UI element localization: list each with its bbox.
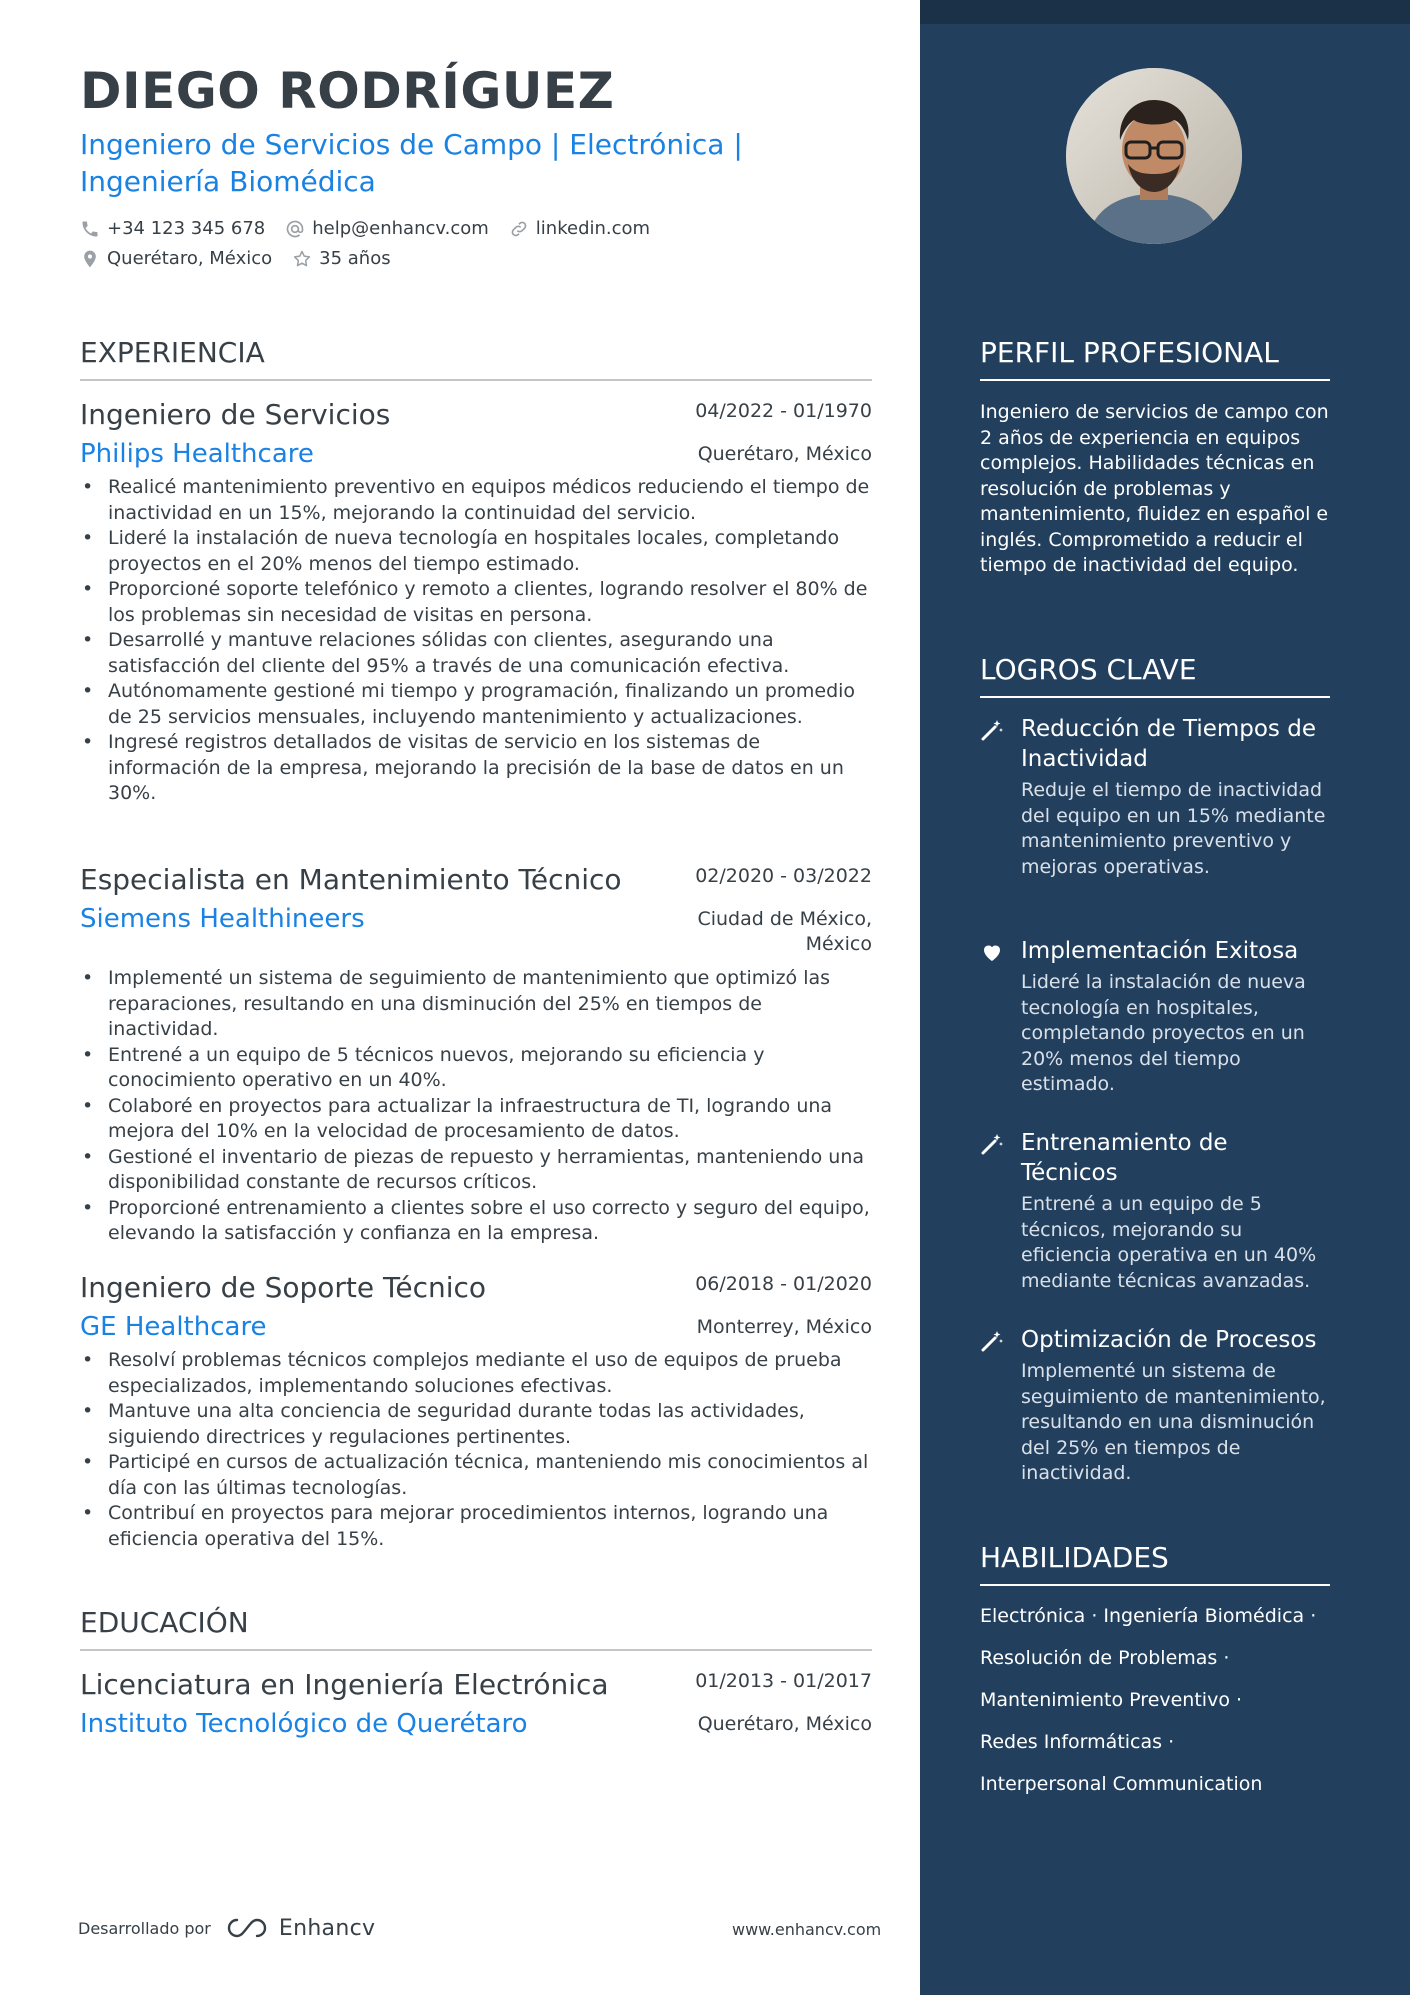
- star-icon: [292, 249, 312, 269]
- linkedin-text: linkedin.com: [535, 218, 651, 239]
- job-bullet: • Gestioné el inventario de piezas de repuesto y herramientas, manteniendo una disponibilidad constante de recursos críticos.: [80, 1145, 872, 1196]
- location-text: Querétaro, México: [107, 248, 273, 269]
- at-icon: [285, 219, 305, 239]
- contact-row-2: [80, 248, 411, 269]
- education-degree: Licenciatura en Ingeniería Electrónica: [80, 1668, 609, 1701]
- skill-line: Mantenimiento Preventivo ·: [980, 1689, 1243, 1711]
- skill-line: Redes Informáticas ·: [980, 1731, 1175, 1753]
- achievements-section-title: LOGROS CLAVE: [980, 653, 1330, 698]
- job-location: Querétaro, México: [697, 443, 872, 465]
- magic-wand-icon: [980, 718, 1004, 742]
- job-dates: 02/2020 - 03/2022: [695, 865, 872, 887]
- job-bullets: [80, 475, 872, 807]
- job-bullet: • Participé en cursos de actualización técnica, manteniendo mis conocimientos al día con las últimas tecnologías.: [80, 1450, 872, 1501]
- achievement-item: [980, 1325, 1330, 1487]
- achievement-desc: Reduje el tiempo de inactividad del equipo en un 15% mediante mantenimiento preventivo y mejoras operativas.: [1021, 779, 1326, 878]
- enhancv-logo-icon: [223, 1915, 271, 1941]
- brand-name: Enhancv: [278, 1915, 376, 1941]
- location-pin-icon: [80, 249, 100, 269]
- achievement-item: [980, 936, 1330, 1098]
- job-bullet: • Colaboré en proyectos para actualizar la infraestructura de TI, logrando una mejora del 10% en la velocidad de procesamiento de datos.: [80, 1094, 872, 1145]
- avatar: [1066, 68, 1242, 244]
- email-text: help@enhancv.com: [312, 218, 489, 239]
- job-bullet: • Desarrollé y mantuve relaciones sólidas con clientes, asegurando una satisfacción del cliente del 95% a través de una comunicación efectiva.: [80, 628, 872, 679]
- achievement-desc: Lideré la instalación de nueva tecnología en hospitales, completando proyectos en un 20% menos del tiempo estimado.: [1021, 971, 1306, 1095]
- developed-by-text: Desarrollado por: [78, 1918, 211, 1938]
- achievement-title: Optimización de Procesos: [1021, 1327, 1317, 1353]
- footer-url[interactable]: www.enhancv.com: [732, 1920, 882, 1939]
- job-location: Monterrey, México: [696, 1316, 872, 1338]
- sidebar-top-bar: [920, 0, 1410, 24]
- headline: Ingeniero de Servicios de Campo | Electrónica | Ingeniería Biomédica: [80, 128, 743, 198]
- job-bullet: • Proporcioné soporte telefónico y remoto a clientes, logrando resolver el 80% de los problemas sin necesidad de visitas en persona.: [80, 577, 872, 628]
- job-role: Ingeniero de Soporte Técnico: [80, 1271, 487, 1304]
- phone-icon: [80, 219, 100, 239]
- education-location: Querétaro, México: [697, 1713, 872, 1735]
- footer-branding[interactable]: [78, 1915, 375, 1941]
- job-bullets: [80, 966, 872, 1247]
- job-bullet: • Lideré la instalación de nueva tecnología en hospitales locales, completando proyectos en el 20% menos del tiempo estimado.: [80, 526, 872, 577]
- achievement-title: Implementación Exitosa: [1021, 938, 1299, 964]
- education-section-title: EDUCACIÓN: [80, 1606, 872, 1651]
- job-company[interactable]: Siemens Healthineers: [80, 904, 365, 934]
- job-entry: [80, 1271, 872, 1552]
- contact-email[interactable]: [285, 218, 489, 239]
- experience-section-title: EXPERIENCIA: [80, 336, 872, 381]
- contact-row-1: [80, 218, 670, 239]
- education-entry: [80, 1668, 872, 1739]
- skills-list: [980, 1595, 1330, 1805]
- magic-wand-icon: [980, 1132, 1004, 1156]
- skill-line: Electrónica · Ingeniería Biomédica ·: [980, 1605, 1317, 1627]
- skill-line: Resolución de Problemas ·: [980, 1647, 1230, 1669]
- job-role: Especialista en Mantenimiento Técnico: [80, 863, 622, 896]
- job-bullet: • Resolví problemas técnicos complejos mediante el uso de equipos de prueba especializados, implementando soluciones efectivas.: [80, 1348, 872, 1399]
- profile-section-title: PERFIL PROFESIONAL: [980, 336, 1330, 381]
- job-role: Ingeniero de Servicios: [80, 398, 391, 431]
- job-company[interactable]: GE Healthcare: [80, 1312, 267, 1342]
- job-entry: [80, 398, 872, 807]
- sidebar: [920, 0, 1410, 1995]
- job-bullet: • Contribuí en proyectos para mejorar procedimientos internos, logrando una eficiencia operativa del 15%.: [80, 1501, 872, 1552]
- job-dates: 04/2022 - 01/1970: [695, 400, 872, 422]
- achievement-title: Reducción de Tiempos de Inactividad: [1021, 716, 1316, 772]
- job-bullet: • Implementé un sistema de seguimiento de mantenimiento que optimizó las reparaciones, resultando en una disminución del 25% en tiempos de inactividad.: [80, 966, 872, 1043]
- job-bullet: • Mantuve una alta conciencia de seguridad durante todas las actividades, siguiendo directrices y regulaciones pertinentes.: [80, 1399, 872, 1450]
- achievement-desc: Implementé un sistema de seguimiento de mantenimiento, resultando en una disminución del 25% en tiempos de inactividad.: [1021, 1360, 1326, 1484]
- profile-summary: Ingeniero de servicios de campo con 2 años de experiencia en equipos complejos. Habilidades técnicas en resolución de problemas y mantenimiento, fluidez en español e inglés. Comprometido a reducir el tiempo de inactividad del equipo.: [980, 401, 1329, 576]
- contact-age: [292, 248, 390, 269]
- achievement-title: Entrenamiento de Técnicos: [1021, 1130, 1228, 1186]
- job-entry: [80, 863, 872, 1247]
- achievement-item: [980, 1128, 1330, 1294]
- profile-photo-icon: [1066, 68, 1242, 244]
- contact-linkedin[interactable]: [509, 218, 650, 239]
- education-school[interactable]: Instituto Tecnológico de Querétaro: [80, 1709, 528, 1739]
- job-bullet: • Proporcioné entrenamiento a clientes sobre el uso correcto y seguro del equipo, elevando la satisfacción y confianza en la empresa.: [80, 1196, 872, 1247]
- contact-phone[interactable]: [80, 218, 265, 239]
- age-text: 35 años: [319, 248, 391, 269]
- job-bullet: • Realicé mantenimiento preventivo en equipos médicos reduciendo el tiempo de inactividad en un 15%, mejorando la continuidad del servicio.: [80, 475, 872, 526]
- skills-section-title: HABILIDADES: [980, 1541, 1330, 1586]
- achievement-item: [980, 714, 1330, 880]
- job-dates: 06/2018 - 01/2020: [695, 1273, 872, 1295]
- job-location: Ciudad de México, México: [697, 908, 872, 955]
- phone-text: +34 123 345 678: [107, 218, 266, 239]
- skill-line: Interpersonal Communication: [980, 1773, 1263, 1795]
- heart-icon: [980, 940, 1004, 964]
- job-bullets: [80, 1348, 872, 1552]
- job-bullet: • Ingresé registros detallados de visitas de servicio en los sistemas de información de la empresa, mejorando la precisión de la base de datos en un 30%.: [80, 730, 872, 807]
- link-icon: [509, 219, 529, 239]
- job-bullet: • Autónomamente gestioné mi tiempo y programación, finalizando un promedio de 25 servicios mensuales, incluyendo mantenimiento y actualizaciones.: [80, 679, 872, 730]
- education-dates: 01/2013 - 01/2017: [695, 1670, 872, 1692]
- achievement-desc: Entrené a un equipo de 5 técnicos, mejorando su eficiencia operativa en un 40% mediante técnicas avanzadas.: [1021, 1193, 1317, 1292]
- job-bullet: • Entrené a un equipo de 5 técnicos nuevos, mejorando su eficiencia y conocimiento operativo en un 40%.: [80, 1043, 872, 1094]
- candidate-name: DIEGO RODRÍGUEZ: [80, 62, 615, 120]
- magic-wand-icon: [980, 1329, 1004, 1353]
- contact-location: [80, 248, 272, 269]
- job-company[interactable]: Philips Healthcare: [80, 439, 314, 469]
